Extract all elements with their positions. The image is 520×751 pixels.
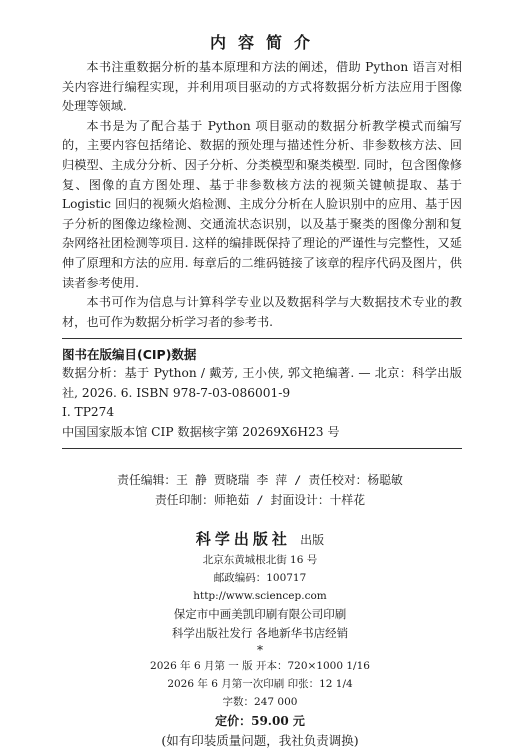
publisher-line (0, 528, 520, 551)
publisher-address: 北京东黄城根北街 16 号 (202, 554, 318, 566)
publisher-suffix: 出版 (300, 533, 325, 547)
quality-notice: (如有印装质量问题，我社负责调换) (161, 733, 359, 748)
summary-paragraph: 本书是为了配合基于 Python 项目驱动的数据分析教学模式而编写的，主要内容包括绪论、数据的预处理与描述性分析、非参数核方法、回归模型、主成分分析、因子分析、分类模型和聚类模型. 同时，包含图像修复、图像的直方图处理、基于非参数核方法的视频关键帧提取、基于 Logistic 回归的视频火焰检测、主成分分析在人脸识别中的应用、基于因子分析的图像边缘检测、交通流状态识别，以及基于聚类的图像分割和复杂网络社团检测等项目. 这样的编排既保持了理论的严谨性与完整性，又延伸了原理和方法的应用. 每章后的二维码链接了该章的程序代码及图片，供读者参考使用. (62, 118, 462, 290)
publisher-website: http://www.sciencep.com (193, 590, 327, 602)
cip-section (62, 338, 462, 449)
credits-editors: 责任编辑：王 静 贾晓瑞 李 萍 / 责任校对：杨聪敏 (117, 473, 403, 487)
cip-library-number: 中国国家版本馆 CIP 数据核字第 20269X6H23 号 (62, 424, 340, 439)
summary-section (62, 58, 462, 332)
printer-info: 保定市中画美凯印刷有限公司印刷 (173, 607, 347, 621)
divider (62, 448, 462, 449)
distribution-info: 科学出版社发行 各地新华书店经销 (171, 626, 349, 640)
publisher-postcode: 邮政编码：100717 (213, 572, 307, 584)
credits-production: 责任印制：师艳茹 / 封面设计：十样花 (154, 493, 366, 507)
summary-paragraph: 本书可作为信息与计算科学专业以及数据科学与大数据技术专业的教材，也可作为数据分析学习者的参考书. (62, 295, 462, 329)
page-title: 内容简介 (209, 33, 322, 52)
cip-classification: Ⅰ. TP274 (62, 405, 115, 420)
publisher-name: 科学出版社 (195, 530, 291, 548)
cip-heading: 图书在版编目(CIP)数据 (62, 347, 197, 362)
separator-star: * (257, 643, 263, 657)
summary-paragraph: 本书注重数据分析的基本原理和方法的阐述，借助 Python 语言对相关内容进行编程实现，并利用项目驱动的方式将数据分析方法应用于图像处理等领域. (62, 60, 462, 114)
printing-info: 2026 年 6 月第一次印刷 印张：12 1/4 (167, 678, 353, 690)
cip-record: 数据分析：基于 Python / 戴芳, 王小侠, 郭文艳编著. — 北京：科学出版社, 2026. 6. ISBN 978-7-03-086001-9 (62, 366, 462, 400)
price: 定价：59.00 元 (215, 714, 305, 728)
credits-section (0, 470, 520, 510)
publication-info (0, 528, 520, 751)
divider (62, 338, 462, 339)
word-count: 字数：247 000 (222, 696, 298, 708)
edition-info: 2026 年 6 月第 一 版 开本：720×1000 1/16 (150, 660, 370, 672)
